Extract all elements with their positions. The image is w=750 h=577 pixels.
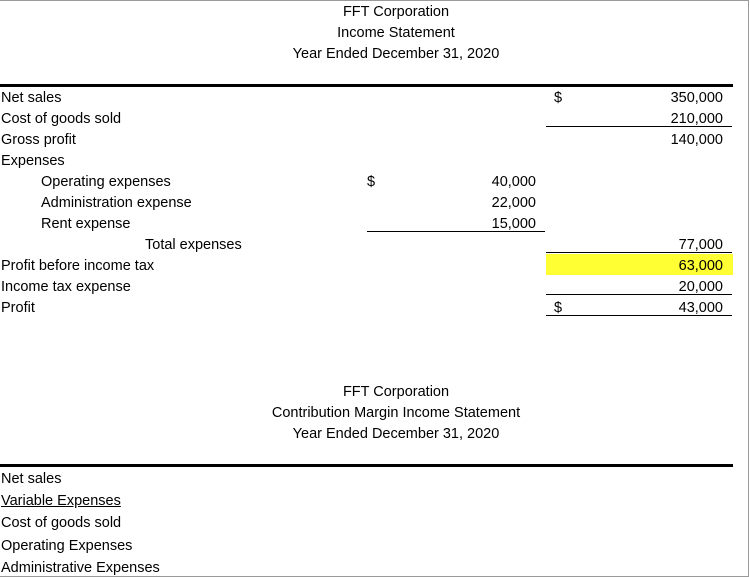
header-divider bbox=[0, 464, 733, 467]
header-divider bbox=[0, 84, 733, 87]
company-name: FFT Corporation bbox=[342, 384, 450, 400]
variable-expenses-label: Variable Expenses bbox=[1, 493, 121, 509]
total-rule bbox=[546, 315, 732, 316]
income-tax-label: Income tax expense bbox=[1, 279, 131, 295]
administrative-expenses-label: Administrative Expenses bbox=[1, 560, 160, 576]
operating-expenses-label: Operating Expenses bbox=[1, 538, 133, 554]
net-sales-label: Net sales bbox=[1, 90, 62, 106]
profit-value: 43,000 bbox=[678, 300, 723, 316]
operating-expenses-value: 40,000 bbox=[491, 174, 536, 190]
net-sales-value: 350,000 bbox=[670, 90, 723, 106]
gross-profit-label: Gross profit bbox=[1, 132, 76, 148]
administration-expense-value: 22,000 bbox=[491, 195, 536, 211]
company-name: FFT Corporation bbox=[342, 4, 450, 20]
profit-before-tax-value: 63,000 bbox=[678, 258, 723, 274]
rent-expense-value: 15,000 bbox=[491, 216, 536, 232]
gross-profit-value: 140,000 bbox=[670, 132, 723, 148]
profit-label: Profit bbox=[1, 300, 35, 316]
statement-title: Income Statement bbox=[337, 25, 455, 41]
income-tax-value: 20,000 bbox=[678, 279, 723, 295]
cogs-value: 210,000 bbox=[670, 111, 723, 127]
cogs-label: Cost of goods sold bbox=[1, 111, 122, 127]
total-expenses-value: 77,000 bbox=[678, 237, 723, 253]
currency-symbol: $ bbox=[367, 174, 376, 190]
profit-before-tax-label: Profit before income tax bbox=[1, 258, 155, 274]
operating-expenses-label: Operating expenses bbox=[41, 174, 171, 190]
net-sales-label: Net sales bbox=[1, 471, 62, 487]
currency-symbol: $ bbox=[554, 90, 563, 106]
administration-expense-label: Administration expense bbox=[41, 195, 192, 211]
rent-expense-label: Rent expense bbox=[41, 216, 131, 232]
expenses-label: Expenses bbox=[1, 153, 65, 169]
total-expenses-label: Total expenses bbox=[145, 237, 242, 253]
statement-title: Contribution Margin Income Statement bbox=[271, 405, 521, 421]
statement-period: Year Ended December 31, 2020 bbox=[292, 46, 500, 62]
currency-symbol: $ bbox=[554, 300, 563, 316]
cogs-label: Cost of goods sold bbox=[1, 515, 122, 531]
statement-period: Year Ended December 31, 2020 bbox=[292, 426, 500, 442]
